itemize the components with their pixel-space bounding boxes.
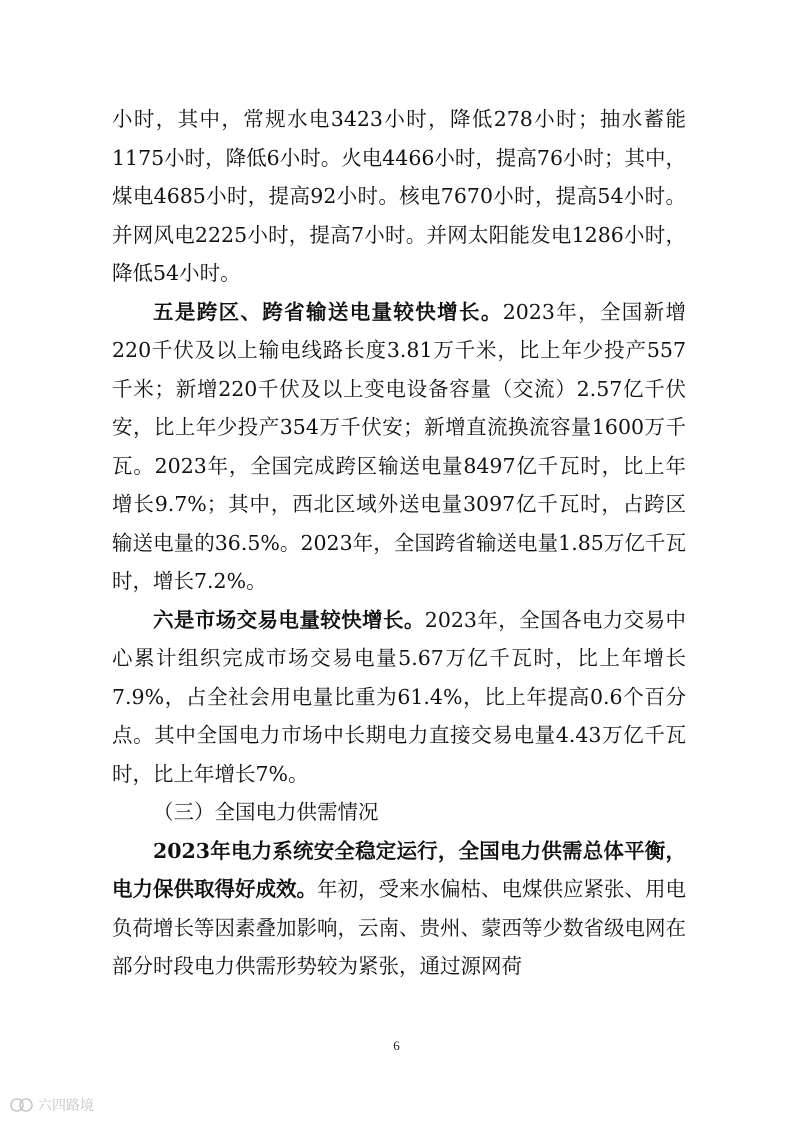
section-heading: （三）全国电力供需情况 bbox=[153, 800, 379, 824]
watermark-logo-icon bbox=[10, 1096, 34, 1114]
paragraph-lead: 2023年电力系统安全稳定运行，全国电力供需总体平衡，电力保供取得好成效。 bbox=[112, 838, 686, 901]
watermark-text: 六四路境 bbox=[38, 1098, 94, 1114]
watermark bbox=[10, 1094, 94, 1116]
page-number: 6 bbox=[393, 1038, 400, 1053]
paragraph-lead: 六是市场交易电量较快增长。 bbox=[153, 607, 425, 632]
paragraph-cross-region-transmission bbox=[112, 293, 686, 601]
paragraph-market-trading bbox=[112, 601, 686, 794]
paragraph-text: 年初，受来水偏枯、电煤供应紧张、用电负荷增长等因素叠加影响，云南、贵州、蒙西等少数省级电网在部分时段电力供需形势较为紧张，通过源网荷 bbox=[112, 877, 686, 978]
paragraph-supply-demand bbox=[112, 832, 686, 986]
paragraph-text: 2023年，全国新增220千伏及以上输电线路长度3.81万千米，比上年少投产557千米；新增220千伏及以上变电设备容量（交流）2.57亿千伏安，比上年少投产354万千伏安；新增直流换流容量1600万千瓦。2023年，全国完成跨区输送电量8497亿千瓦时，比上年增长9.7%；其中，西北区域外送电量3097亿千瓦时，占跨区输送电量的36.5%。2023年，全国跨省输送电量1.85万亿千瓦时，增长7.2%。 bbox=[112, 299, 687, 593]
paragraph-text: 2023年，全国各电力交易中心累计组织完成市场交易电量5.67万亿千瓦时，比上年增长7.9%，占全社会用电量比重为61.4%，比上年提高0.6个百分点。其中全国电力市场中长期电力直接交易电量4.43万亿千瓦时，比上年增长7%。 bbox=[112, 607, 687, 786]
body-text bbox=[112, 100, 686, 986]
paragraph-lead: 五是跨区、跨省输送电量较快增长。 bbox=[153, 299, 503, 324]
paragraph-utilization-hours bbox=[112, 100, 686, 293]
paragraph-text: 小时，其中，常规水电3423小时，降低278小时；抽水蓄能1175小时，降低6小时。火电4466小时，提高76小时；其中，煤电4685小时，提高92小时。核电7670小时，提高54小时。并网风电2225小时，提高7小时。并网太阳能发电1286小时，降低54小时。 bbox=[112, 107, 686, 285]
